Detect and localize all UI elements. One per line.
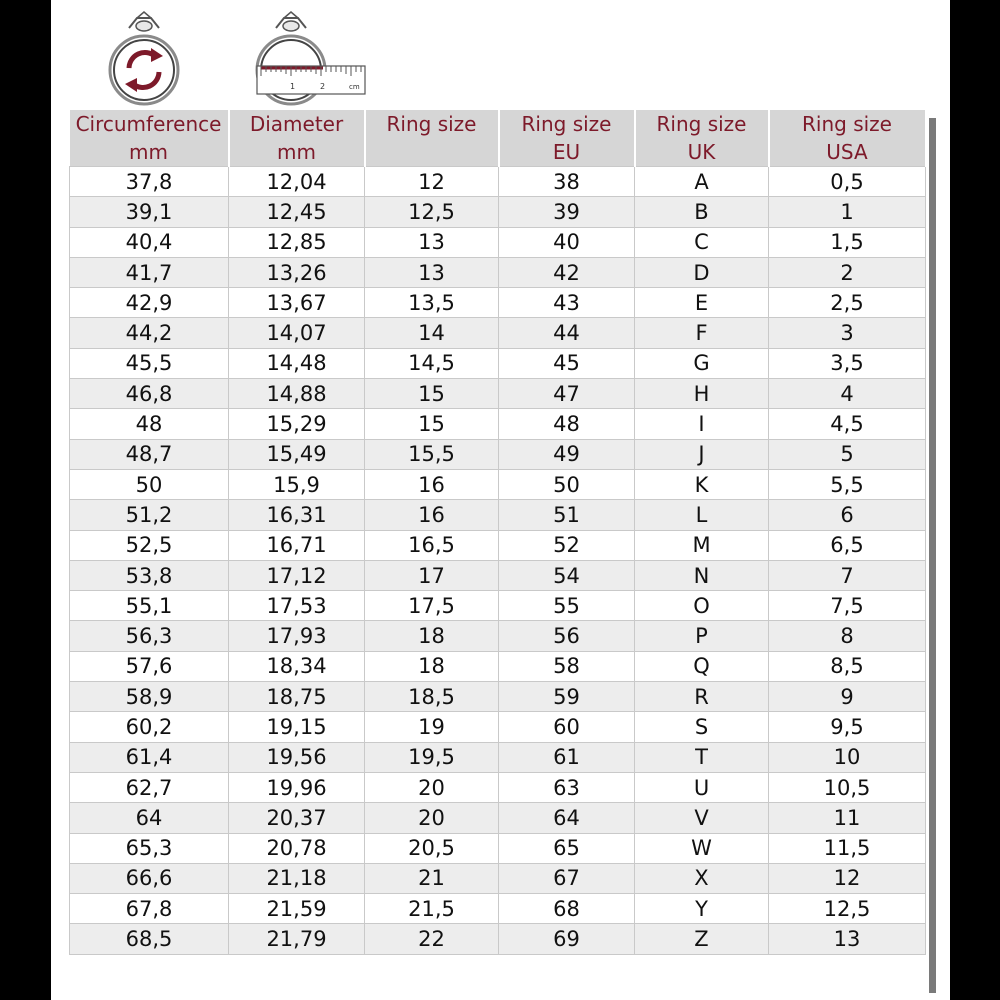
cell-ring-size-uk: S <box>635 712 769 742</box>
table-row <box>70 227 926 257</box>
cell-ring-size-usa: 4 <box>769 379 926 409</box>
cell-ring-size-usa: 8 <box>769 621 926 651</box>
cell-ring-size-uk: R <box>635 682 769 712</box>
cell-diameter: 19,56 <box>229 742 365 772</box>
cell-circumference: 61,4 <box>70 742 229 772</box>
cell-ring-size: 14,5 <box>365 348 499 378</box>
cell-ring-size-uk: O <box>635 591 769 621</box>
cell-ring-size: 14 <box>365 318 499 348</box>
cell-ring-size-usa: 3,5 <box>769 348 926 378</box>
cell-diameter: 16,31 <box>229 500 365 530</box>
cell-ring-size-usa: 11,5 <box>769 833 926 863</box>
header-line: Ring size <box>386 112 477 136</box>
table-row <box>70 682 926 712</box>
cell-diameter: 15,49 <box>229 439 365 469</box>
cell-ring-size-eu: 65 <box>499 833 635 863</box>
cell-diameter: 20,37 <box>229 803 365 833</box>
cell-ring-size-usa: 7 <box>769 560 926 590</box>
cell-ring-size: 16 <box>365 469 499 499</box>
cell-diameter: 19,96 <box>229 772 365 802</box>
cell-ring-size-uk: Q <box>635 651 769 681</box>
cell-circumference: 40,4 <box>70 227 229 257</box>
table-row <box>70 469 926 499</box>
cell-ring-size: 16,5 <box>365 530 499 560</box>
cell-diameter: 17,93 <box>229 621 365 651</box>
table-row <box>70 197 926 227</box>
cell-circumference: 60,2 <box>70 712 229 742</box>
cell-diameter: 18,75 <box>229 682 365 712</box>
cell-ring-size: 15,5 <box>365 439 499 469</box>
table-row <box>70 439 926 469</box>
cell-ring-size-eu: 51 <box>499 500 635 530</box>
header-ring-size-usa <box>769 110 926 167</box>
table-row <box>70 651 926 681</box>
cell-ring-size-uk: E <box>635 288 769 318</box>
table-row <box>70 288 926 318</box>
cell-ring-size-usa: 7,5 <box>769 591 926 621</box>
cell-circumference: 44,2 <box>70 318 229 348</box>
table-row <box>70 621 926 651</box>
cell-ring-size-uk: P <box>635 621 769 651</box>
cell-ring-size: 13,5 <box>365 288 499 318</box>
cell-circumference: 39,1 <box>70 197 229 227</box>
cell-circumference: 50 <box>70 469 229 499</box>
cell-ring-size: 22 <box>365 924 499 954</box>
cell-ring-size-uk: F <box>635 318 769 348</box>
cell-ring-size-usa: 8,5 <box>769 651 926 681</box>
cell-circumference: 52,5 <box>70 530 229 560</box>
header-line: Ring size <box>521 112 612 136</box>
cell-ring-size-eu: 50 <box>499 469 635 499</box>
header-line: EU <box>552 140 581 164</box>
header-ring-size <box>365 110 499 167</box>
cell-diameter: 12,45 <box>229 197 365 227</box>
cell-diameter: 21,79 <box>229 924 365 954</box>
cell-ring-size-uk: N <box>635 560 769 590</box>
cell-ring-size-usa: 2,5 <box>769 288 926 318</box>
cell-ring-size-eu: 55 <box>499 591 635 621</box>
cell-diameter: 20,78 <box>229 833 365 863</box>
cell-ring-size-eu: 64 <box>499 803 635 833</box>
cell-ring-size-uk: C <box>635 227 769 257</box>
header-line: Ring size <box>656 112 747 136</box>
cell-ring-size: 18 <box>365 651 499 681</box>
table-row <box>70 924 926 954</box>
header-ring-size-eu <box>499 110 635 167</box>
header-circumference <box>70 110 229 167</box>
ruler-label-2: 2 <box>320 82 326 91</box>
cell-ring-size-uk: G <box>635 348 769 378</box>
cell-ring-size-eu: 40 <box>499 227 635 257</box>
table-header <box>70 110 926 167</box>
cell-ring-size-usa: 0,5 <box>769 167 926 197</box>
cell-diameter: 16,71 <box>229 530 365 560</box>
cell-ring-size-uk: I <box>635 409 769 439</box>
ruler-label-1: 1 <box>290 82 296 91</box>
cell-circumference: 53,8 <box>70 560 229 590</box>
cell-ring-size: 17 <box>365 560 499 590</box>
cell-ring-size-usa: 5 <box>769 439 926 469</box>
cell-ring-size-eu: 54 <box>499 560 635 590</box>
cell-ring-size-eu: 61 <box>499 742 635 772</box>
cell-diameter: 17,53 <box>229 591 365 621</box>
table-row <box>70 712 926 742</box>
cell-diameter: 18,34 <box>229 651 365 681</box>
header-line: mm <box>277 140 316 164</box>
cell-circumference: 56,3 <box>70 621 229 651</box>
cell-diameter: 14,07 <box>229 318 365 348</box>
cell-ring-size-eu: 56 <box>499 621 635 651</box>
table-row <box>70 379 926 409</box>
cell-circumference: 42,9 <box>70 288 229 318</box>
cell-ring-size-usa: 11 <box>769 803 926 833</box>
cell-ring-size-usa: 2 <box>769 257 926 287</box>
cell-ring-size-uk: M <box>635 530 769 560</box>
cell-ring-size-eu: 44 <box>499 318 635 348</box>
cell-ring-size-uk: A <box>635 167 769 197</box>
cell-ring-size-usa: 12 <box>769 863 926 893</box>
table-row <box>70 591 926 621</box>
cell-circumference: 41,7 <box>70 257 229 287</box>
cell-ring-size-eu: 49 <box>499 439 635 469</box>
header-line <box>366 138 498 166</box>
table-row <box>70 803 926 833</box>
header-line: Ring size <box>802 112 892 136</box>
cell-ring-size: 20 <box>365 803 499 833</box>
table-row <box>70 348 926 378</box>
cell-ring-size: 16 <box>365 500 499 530</box>
cell-ring-size: 12,5 <box>365 197 499 227</box>
table-row <box>70 894 926 924</box>
cell-ring-size-usa: 1,5 <box>769 227 926 257</box>
cell-ring-size-eu: 39 <box>499 197 635 227</box>
cell-circumference: 62,7 <box>70 772 229 802</box>
cell-ring-size-uk: V <box>635 803 769 833</box>
cell-ring-size-usa: 10,5 <box>769 772 926 802</box>
cell-ring-size: 18 <box>365 621 499 651</box>
cell-ring-size-uk: U <box>635 772 769 802</box>
cell-circumference: 46,8 <box>70 379 229 409</box>
cell-ring-size-uk: Y <box>635 894 769 924</box>
cell-diameter: 12,85 <box>229 227 365 257</box>
cell-ring-size-eu: 48 <box>499 409 635 439</box>
cell-ring-size-usa: 6,5 <box>769 530 926 560</box>
cell-ring-size-usa: 9 <box>769 682 926 712</box>
cell-circumference: 45,5 <box>70 348 229 378</box>
cell-ring-size: 18,5 <box>365 682 499 712</box>
cell-diameter: 14,88 <box>229 379 365 409</box>
cell-circumference: 58,9 <box>70 682 229 712</box>
ring-rotate-icon <box>107 10 181 106</box>
cell-diameter: 21,18 <box>229 863 365 893</box>
cell-ring-size-usa: 1 <box>769 197 926 227</box>
table-row <box>70 863 926 893</box>
cell-circumference: 57,6 <box>70 651 229 681</box>
cell-ring-size-uk: L <box>635 500 769 530</box>
cell-ring-size-uk: B <box>635 197 769 227</box>
cell-ring-size-uk: W <box>635 833 769 863</box>
cell-ring-size-uk: K <box>635 469 769 499</box>
header-line: Circumference <box>75 112 222 136</box>
ring-measure-icon <box>254 10 367 106</box>
cell-ring-size: 21,5 <box>365 894 499 924</box>
header-line: USA <box>826 140 868 164</box>
cell-ring-size-eu: 47 <box>499 379 635 409</box>
table-row <box>70 318 926 348</box>
header-line: mm <box>129 140 168 164</box>
cell-circumference: 68,5 <box>70 924 229 954</box>
cell-ring-size-eu: 67 <box>499 863 635 893</box>
size-table <box>69 110 927 955</box>
cell-ring-size: 15 <box>365 409 499 439</box>
cell-circumference: 64 <box>70 803 229 833</box>
cell-diameter: 21,59 <box>229 894 365 924</box>
cell-ring-size-eu: 52 <box>499 530 635 560</box>
table-row <box>70 167 926 197</box>
cell-ring-size: 20,5 <box>365 833 499 863</box>
table-row <box>70 257 926 287</box>
header-diameter <box>229 110 365 167</box>
cell-ring-size-usa: 12,5 <box>769 894 926 924</box>
cell-diameter: 13,67 <box>229 288 365 318</box>
table-shadow <box>929 118 936 993</box>
cell-circumference: 37,8 <box>70 167 229 197</box>
table-row <box>70 409 926 439</box>
cell-ring-size-usa: 13 <box>769 924 926 954</box>
header-ring-size-uk <box>635 110 769 167</box>
table-row <box>70 500 926 530</box>
table-row <box>70 560 926 590</box>
table-row <box>70 772 926 802</box>
cell-ring-size: 19 <box>365 712 499 742</box>
cell-ring-size-usa: 3 <box>769 318 926 348</box>
cell-ring-size-eu: 60 <box>499 712 635 742</box>
cell-ring-size-uk: H <box>635 379 769 409</box>
cell-ring-size: 13 <box>365 257 499 287</box>
cell-ring-size: 19,5 <box>365 742 499 772</box>
table-row <box>70 530 926 560</box>
ring-size-chart <box>51 0 950 1000</box>
cell-circumference: 65,3 <box>70 833 229 863</box>
cell-ring-size-usa: 5,5 <box>769 469 926 499</box>
cell-ring-size-eu: 38 <box>499 167 635 197</box>
cell-ring-size-eu: 63 <box>499 772 635 802</box>
header-line: UK <box>687 140 716 164</box>
cell-ring-size: 13 <box>365 227 499 257</box>
cell-circumference: 66,6 <box>70 863 229 893</box>
cell-ring-size: 21 <box>365 863 499 893</box>
cell-ring-size: 15 <box>365 379 499 409</box>
cell-ring-size-eu: 43 <box>499 288 635 318</box>
cell-ring-size: 12 <box>365 167 499 197</box>
cell-ring-size-usa: 4,5 <box>769 409 926 439</box>
cell-diameter: 19,15 <box>229 712 365 742</box>
cell-diameter: 17,12 <box>229 560 365 590</box>
table-row <box>70 833 926 863</box>
cell-diameter: 12,04 <box>229 167 365 197</box>
cell-ring-size-uk: T <box>635 742 769 772</box>
cell-ring-size-usa: 9,5 <box>769 712 926 742</box>
table-body <box>70 167 926 955</box>
cell-ring-size-eu: 69 <box>499 924 635 954</box>
cell-ring-size-uk: J <box>635 439 769 469</box>
cell-diameter: 13,26 <box>229 257 365 287</box>
cell-ring-size-uk: D <box>635 257 769 287</box>
cell-ring-size-uk: X <box>635 863 769 893</box>
cell-diameter: 15,9 <box>229 469 365 499</box>
cell-circumference: 67,8 <box>70 894 229 924</box>
cell-circumference: 51,2 <box>70 500 229 530</box>
cell-ring-size-eu: 45 <box>499 348 635 378</box>
cell-ring-size-eu: 58 <box>499 651 635 681</box>
ruler-label-cm: cm <box>349 83 360 91</box>
icon-row <box>51 0 950 110</box>
table-row <box>70 742 926 772</box>
cell-ring-size: 17,5 <box>365 591 499 621</box>
header-line: Diameter <box>249 112 344 136</box>
size-table-wrapper <box>69 110 929 985</box>
cell-ring-size-usa: 10 <box>769 742 926 772</box>
cell-ring-size-eu: 42 <box>499 257 635 287</box>
cell-ring-size-eu: 68 <box>499 894 635 924</box>
cell-ring-size-usa: 6 <box>769 500 926 530</box>
cell-diameter: 15,29 <box>229 409 365 439</box>
cell-ring-size: 20 <box>365 772 499 802</box>
cell-circumference: 55,1 <box>70 591 229 621</box>
cell-ring-size-uk: Z <box>635 924 769 954</box>
cell-circumference: 48 <box>70 409 229 439</box>
cell-circumference: 48,7 <box>70 439 229 469</box>
cell-ring-size-eu: 59 <box>499 682 635 712</box>
cell-diameter: 14,48 <box>229 348 365 378</box>
